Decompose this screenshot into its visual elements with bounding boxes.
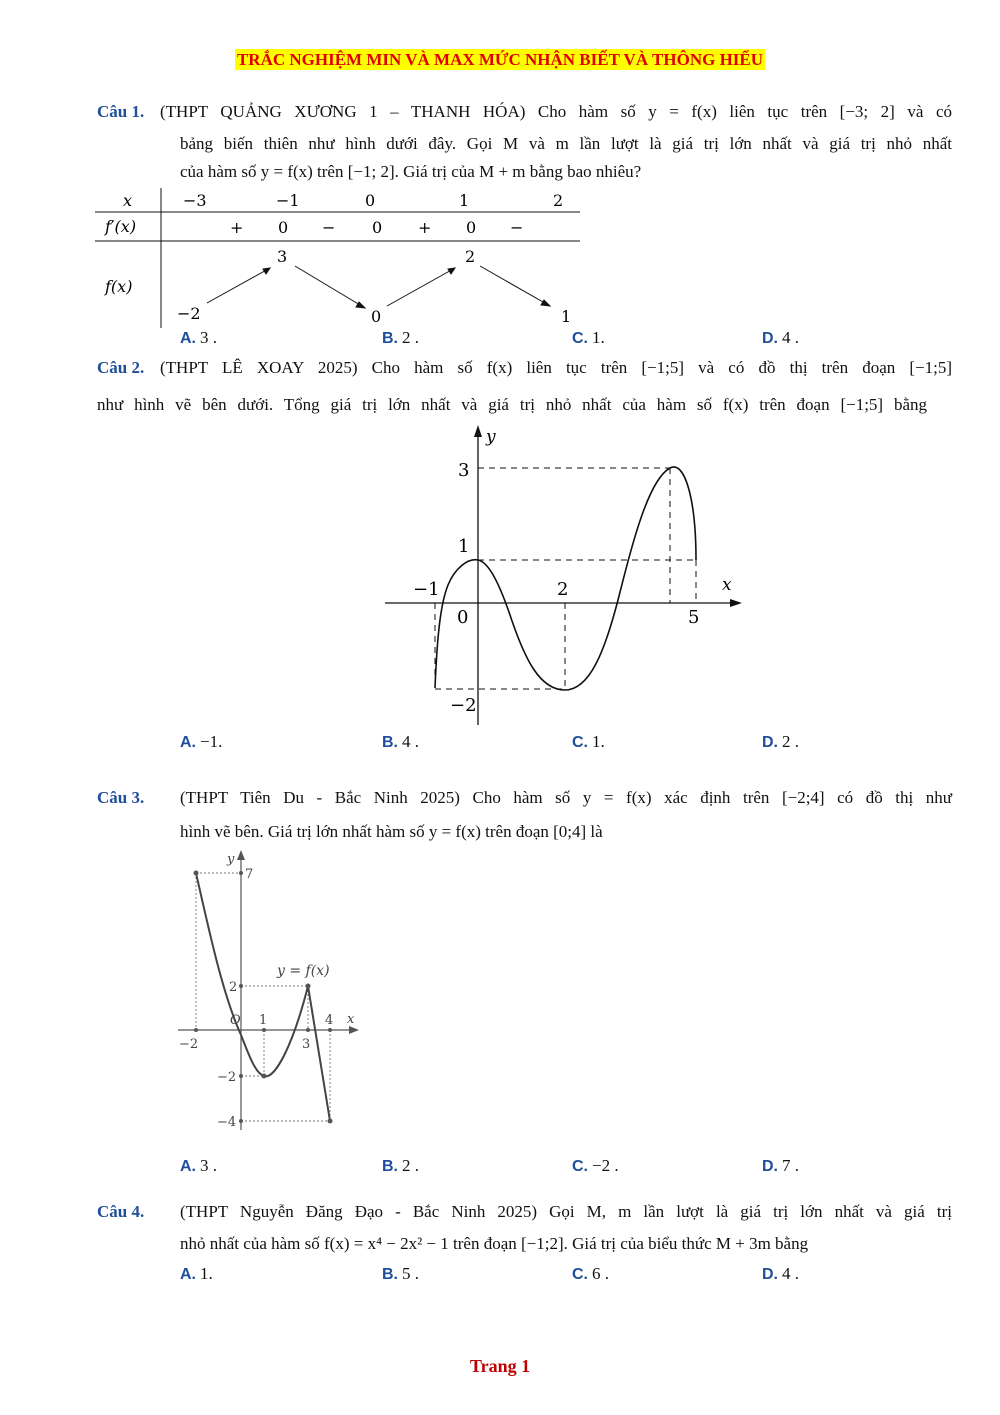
table-x-value: 2 <box>553 191 564 210</box>
page-number: Trang 1 <box>469 1356 531 1376</box>
option-text: 3 . <box>200 328 217 347</box>
q3-x-axis-label: x <box>347 1012 355 1027</box>
option-text: 4 . <box>402 732 419 751</box>
q3-y-axis-label: y <box>227 852 235 867</box>
q3-option-a[interactable] <box>180 1156 217 1176</box>
q4-option-a[interactable] <box>180 1264 213 1284</box>
option-letter: B. <box>382 734 398 751</box>
option-letter: D. <box>762 734 778 751</box>
table-fprime-value: 0 <box>466 218 477 237</box>
option-letter: A. <box>180 1266 196 1283</box>
q3-y-tick: −2 <box>217 1070 237 1085</box>
option-text: 6 . <box>592 1264 609 1283</box>
q2-option-c[interactable] <box>572 732 605 752</box>
table-x-value: −3 <box>183 191 207 210</box>
q4-text-line2: nhỏ nhất của hàm số f(x) = x⁴ − 2x² − 1 trên đoạn [−1;2]. Giá trị của biểu thức M + 3m bằng <box>180 1234 809 1253</box>
page-title: TRẮC NGHIỆM MIN VÀ MAX MỨC NHẬN BIẾT VÀ THÔNG HIỂU <box>236 50 764 69</box>
option-letter: C. <box>572 1158 588 1175</box>
q1-text-line1: (THPT QUẢNG XƯƠNG 1 – THANH HÓA) Cho hàm số y = f(x) liên tục trên [−3; 2] và có <box>160 102 952 121</box>
q3-y-tick: −4 <box>217 1115 237 1130</box>
table-f-value: 2 <box>465 247 476 266</box>
q3-option-b[interactable] <box>382 1156 419 1176</box>
q3-curve-label: y = f(x) <box>277 963 330 979</box>
option-text: −2 . <box>592 1156 619 1175</box>
table-fprime-label: f′(x) <box>105 217 137 236</box>
q4-label: Câu 4. <box>97 1202 145 1221</box>
q1-text-line2: bảng biến thiên như hình dưới đây. Gọi M và m lần lượt là giá trị lớn nhất và giá trị nhỏ nhất <box>180 134 952 153</box>
table-fprime-value: − <box>510 218 524 237</box>
q2-x-tick: −1 <box>413 579 440 600</box>
q1-label: Câu 1. <box>97 102 145 121</box>
q2-graph <box>380 420 750 730</box>
q3-graph <box>175 845 365 1135</box>
option-text: 5 . <box>402 1264 419 1283</box>
option-text: 7 . <box>782 1156 799 1175</box>
q1-option-c[interactable] <box>572 328 605 348</box>
table-x-values <box>183 191 563 210</box>
option-letter: A. <box>180 330 196 347</box>
table-fprime-value: + <box>230 218 244 237</box>
q3-x-tick: 1 <box>259 1013 268 1028</box>
q3-y-tick: 2 <box>229 980 238 995</box>
option-text: −1. <box>200 732 223 751</box>
table-fprime-value: 0 <box>278 218 289 237</box>
option-text: 2 . <box>402 1156 419 1175</box>
q3-x-tick: −2 <box>179 1037 199 1052</box>
table-fprime-value: + <box>418 218 432 237</box>
q2-y-tick: −2 <box>450 695 477 716</box>
option-letter: D. <box>762 1158 778 1175</box>
q2-option-a[interactable] <box>180 732 222 752</box>
q2-y-axis-label: y <box>486 427 496 447</box>
q4-option-c[interactable] <box>572 1264 609 1284</box>
page-header <box>0 50 1000 70</box>
option-text: 3 . <box>200 1156 217 1175</box>
option-text: 4 . <box>782 328 799 347</box>
q1-option-d[interactable] <box>762 328 799 348</box>
table-x-label: x <box>123 191 133 210</box>
q2-option-d[interactable] <box>762 732 799 752</box>
table-f-value: 1 <box>561 307 572 326</box>
option-letter: A. <box>180 734 196 751</box>
q2-x-tick: 2 <box>557 579 569 600</box>
q4-text-line1: (THPT Nguyễn Đăng Đạo - Bắc Ninh 2025) Gọi M, m lần lượt là giá trị lớn nhất và giá trị <box>180 1202 952 1221</box>
option-letter: C. <box>572 330 588 347</box>
q2-text-line1: (THPT LÊ XOAY 2025) Cho hàm số f(x) liên tục trên [−1;5] và có đồ thị trên đoạn [−1;5] <box>160 358 952 377</box>
q3-option-d[interactable] <box>762 1156 799 1176</box>
q2-y-tick: 1 <box>458 536 470 557</box>
option-text: 1. <box>592 732 605 751</box>
option-text: 1. <box>200 1264 213 1283</box>
option-letter: B. <box>382 1266 398 1283</box>
q4-option-b[interactable] <box>382 1264 419 1284</box>
q2-text-line2: như hình vẽ bên dưới. Tổng giá trị lớn nhất và giá trị nhỏ nhất của hàm số f(x) trên đoạn [−1;5] bằng <box>97 395 927 414</box>
option-letter: C. <box>572 734 588 751</box>
table-fprime-value: − <box>322 218 336 237</box>
table-f-value: 3 <box>277 247 288 266</box>
table-fprime-value: 0 <box>372 218 383 237</box>
option-letter: A. <box>180 1158 196 1175</box>
q2-x-tick: 5 <box>688 607 700 628</box>
q2-y-tick: 3 <box>458 460 470 481</box>
q1-option-a[interactable] <box>180 328 217 348</box>
table-f-label: f(x) <box>105 277 133 296</box>
q3-y-tick: 7 <box>245 867 254 882</box>
option-text: 2 . <box>402 328 419 347</box>
q2-x-axis-label: x <box>722 575 732 595</box>
q1-variation-table <box>95 188 585 328</box>
option-text: 2 . <box>782 732 799 751</box>
q3-text-line1: (THPT Tiên Du - Bắc Ninh 2025) Cho hàm số y = f(x) xác định trên [−2;4] có đồ thị như <box>180 788 952 807</box>
q3-x-tick: 4 <box>325 1013 334 1028</box>
option-letter: D. <box>762 1266 778 1283</box>
q3-text-line2: hình vẽ bên. Giá trị lớn nhất hàm số y = f(x) trên đoạn [0;4] là <box>180 822 603 841</box>
q2-origin-label: 0 <box>457 607 469 628</box>
q3-option-c[interactable] <box>572 1156 619 1176</box>
table-x-value: 0 <box>365 191 376 210</box>
option-letter: B. <box>382 330 398 347</box>
option-text: 1. <box>592 328 605 347</box>
option-letter: D. <box>762 330 778 347</box>
q4-option-d[interactable] <box>762 1264 799 1284</box>
q3-origin-label: O <box>230 1013 241 1028</box>
table-fprime-values <box>230 218 523 237</box>
option-text: 4 . <box>782 1264 799 1283</box>
table-f-value: 0 <box>371 307 382 326</box>
q3-x-tick: 3 <box>302 1037 311 1052</box>
table-f-value: −2 <box>177 304 201 323</box>
q1-text-line3: của hàm số y = f(x) trên [−1; 2]. Giá trị của M + m bằng bao nhiêu? <box>180 162 642 181</box>
option-letter: C. <box>572 1266 588 1283</box>
q2-option-b[interactable] <box>382 732 419 752</box>
table-x-value: 1 <box>459 191 470 210</box>
option-letter: B. <box>382 1158 398 1175</box>
q1-option-b[interactable] <box>382 328 419 348</box>
q3-label: Câu 3. <box>97 788 145 807</box>
table-x-value: −1 <box>276 191 300 210</box>
q2-label: Câu 2. <box>97 358 145 377</box>
